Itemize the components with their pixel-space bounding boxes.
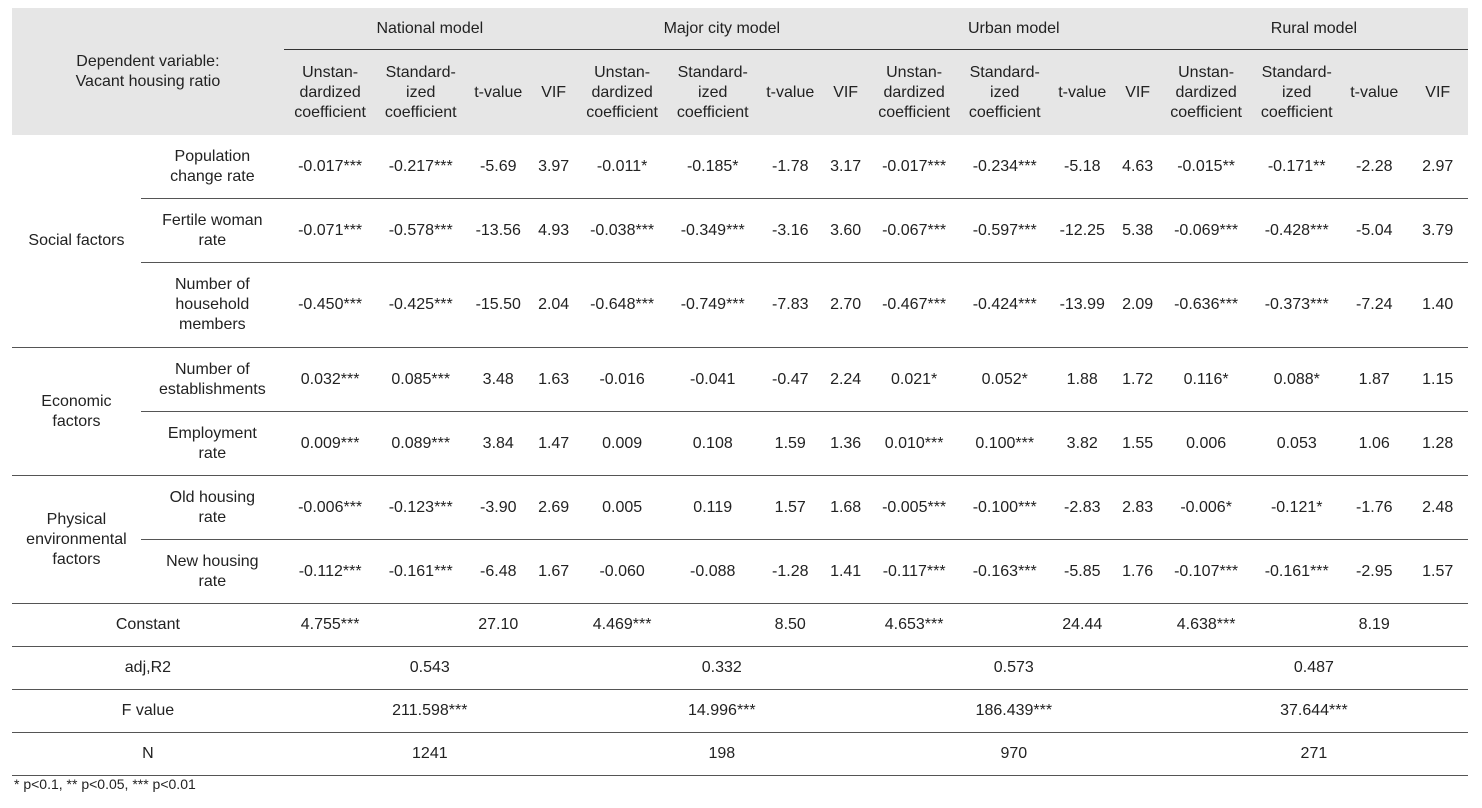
- vif-value: 2.70: [823, 263, 867, 348]
- unstandardized-coefficient: -0.107***: [1160, 540, 1253, 604]
- sub-header-vif: VIF: [1407, 50, 1468, 136]
- sub-header-t: t-value: [1341, 50, 1407, 136]
- standardized-coefficient: 0.119: [668, 476, 757, 540]
- t-value: -5.04: [1341, 199, 1407, 263]
- t-value: 1.06: [1341, 412, 1407, 476]
- f-value: 186.439***: [868, 690, 1160, 733]
- vif-value: 1.57: [1407, 540, 1468, 604]
- n-value: 198: [576, 733, 868, 776]
- t-value: -6.48: [465, 540, 531, 604]
- sub-header-unstd: Unstan- dardized coefficient: [576, 50, 669, 136]
- standardized-coefficient: -0.161***: [376, 540, 465, 604]
- variable-label: Old housing rate: [141, 476, 284, 540]
- unstandardized-coefficient: 0.021*: [868, 348, 961, 412]
- standardized-coefficient: 0.088*: [1252, 348, 1341, 412]
- variable-label: Number of household members: [141, 263, 284, 348]
- standardized-coefficient: -0.428***: [1252, 199, 1341, 263]
- standardized-coefficient: -0.578***: [376, 199, 465, 263]
- sub-header-vif: VIF: [531, 50, 575, 136]
- standardized-coefficient: 0.052*: [960, 348, 1049, 412]
- standardized-coefficient: -0.088: [668, 540, 757, 604]
- t-value: -3.90: [465, 476, 531, 540]
- sub-header-vif: VIF: [1115, 50, 1159, 136]
- vif-value: 1.15: [1407, 348, 1468, 412]
- vif-value: 2.69: [531, 476, 575, 540]
- model-header-national: National model: [284, 8, 576, 50]
- n-value: 271: [1160, 733, 1468, 776]
- vif-value: 1.76: [1115, 540, 1159, 604]
- vif-value: 2.48: [1407, 476, 1468, 540]
- vif-value: 3.17: [830, 157, 862, 175]
- unstandardized-coefficient: 0.010***: [868, 412, 961, 476]
- t-value: -13.99: [1049, 263, 1115, 348]
- t-value: -7.83: [757, 263, 823, 348]
- n-label: N: [12, 733, 284, 776]
- unstandardized-coefficient: -0.112***: [284, 540, 377, 604]
- vif-value: 1.40: [1407, 263, 1468, 348]
- sub-header-std: Standard- ized coefficient: [376, 50, 465, 136]
- t-value: -1.28: [757, 540, 823, 604]
- adj-r2-value: 0.332: [576, 647, 868, 690]
- sub-header-unstd: Unstan- dardized coefficient: [1160, 50, 1253, 136]
- table-row: [12, 476, 1468, 540]
- constant-value: 4.638***: [1160, 604, 1253, 647]
- vif-value: 5.38: [1115, 199, 1159, 263]
- standardized-coefficient: -0.163***: [960, 540, 1049, 604]
- vif-value: 4.63: [1122, 157, 1154, 175]
- t-value: -3.16: [757, 199, 823, 263]
- standardized-coefficient: 0.089***: [376, 412, 465, 476]
- unstandardized-coefficient: -0.011*: [596, 157, 648, 175]
- constant-t-value: 24.44: [1049, 604, 1115, 647]
- unstandardized-coefficient: -0.060: [576, 540, 669, 604]
- adj-r2-value: 0.487: [1160, 647, 1468, 690]
- n-row: [12, 733, 1468, 776]
- t-value: 3.48: [465, 348, 531, 412]
- vif-value: 2.83: [1115, 476, 1159, 540]
- variable-label: Number of establishments: [141, 348, 284, 412]
- standardized-coefficient: -0.171**: [1267, 157, 1326, 175]
- vif-value: 1.67: [531, 540, 575, 604]
- sub-header-std: Standard- ized coefficient: [668, 50, 757, 136]
- vif-value: 4.93: [531, 199, 575, 263]
- constant-label: Constant: [12, 604, 284, 647]
- vif-value: 1.72: [1115, 348, 1159, 412]
- f-value-row: [12, 690, 1468, 733]
- f-value-label: F value: [12, 690, 284, 733]
- constant-row: [12, 604, 1468, 647]
- variable-label: Fertile woman rate: [141, 199, 284, 263]
- vif-value: 1.47: [531, 412, 575, 476]
- vif-value: 1.41: [823, 540, 867, 604]
- unstandardized-coefficient: -0.071***: [284, 199, 377, 263]
- sub-header-unstd: Unstan- dardized coefficient: [284, 50, 377, 136]
- table-row: [12, 263, 1468, 348]
- standardized-coefficient: -0.217***: [388, 157, 453, 175]
- significance-note: * p<0.1, ** p<0.05, *** p<0.01: [14, 776, 196, 792]
- variable-label: Employment rate: [141, 412, 284, 476]
- table-row: [12, 199, 1468, 263]
- constant-t-value: 8.19: [1341, 604, 1407, 647]
- category-social: Social factors: [28, 232, 125, 249]
- standardized-coefficient: -0.424***: [960, 263, 1049, 348]
- t-value: -1.76: [1341, 476, 1407, 540]
- unstandardized-coefficient: -0.117***: [868, 540, 961, 604]
- category-physical: Physical environmental factors: [12, 476, 141, 604]
- vif-value: 1.28: [1407, 412, 1468, 476]
- unstandardized-coefficient: -0.015**: [1177, 157, 1236, 175]
- t-value: -2.95: [1341, 540, 1407, 604]
- vif-value: 2.97: [1422, 157, 1454, 175]
- unstandardized-coefficient: -0.017***: [882, 157, 947, 175]
- standardized-coefficient: -0.234***: [972, 157, 1037, 175]
- unstandardized-coefficient: -0.006***: [284, 476, 377, 540]
- unstandardized-coefficient: 0.032***: [284, 348, 377, 412]
- t-value: 1.59: [757, 412, 823, 476]
- table-body: [12, 135, 1468, 776]
- t-value: -13.56: [465, 199, 531, 263]
- constant-value: 4.755***: [284, 604, 377, 647]
- sub-header-t: t-value: [1049, 50, 1115, 136]
- sub-header-vif: VIF: [823, 50, 867, 136]
- standardized-coefficient: -0.041: [668, 348, 757, 412]
- sub-header-t: t-value: [465, 50, 531, 136]
- vif-value: 3.60: [823, 199, 867, 263]
- unstandardized-coefficient: -0.648***: [576, 263, 669, 348]
- table-row: [12, 412, 1468, 476]
- dependent-variable-label: Dependent variable: Vacant housing ratio: [12, 8, 284, 135]
- standardized-coefficient: 0.085***: [376, 348, 465, 412]
- unstandardized-coefficient: -0.038***: [576, 199, 669, 263]
- variable-label: New housing rate: [141, 540, 284, 604]
- table-header: [12, 8, 1468, 135]
- regression-table: [12, 8, 1468, 776]
- t-value: 1.57: [757, 476, 823, 540]
- table-row: [12, 540, 1468, 604]
- vif-value: 2.09: [1115, 263, 1159, 348]
- sub-header-std: Standard- ized coefficient: [1252, 50, 1341, 136]
- t-value: -0.47: [757, 348, 823, 412]
- f-value: 14.996***: [576, 690, 868, 733]
- model-header-urban: Urban model: [868, 8, 1160, 50]
- unstandardized-coefficient: -0.005***: [868, 476, 961, 540]
- standardized-coefficient: -0.425***: [376, 263, 465, 348]
- n-value: 1241: [284, 733, 576, 776]
- unstandardized-coefficient: 0.116*: [1160, 348, 1253, 412]
- sub-header-unstd: Unstan- dardized coefficient: [868, 50, 961, 136]
- t-value: -5.85: [1049, 540, 1115, 604]
- unstandardized-coefficient: 0.006: [1160, 412, 1253, 476]
- f-value: 37.644***: [1160, 690, 1468, 733]
- unstandardized-coefficient: -0.636***: [1160, 263, 1253, 348]
- standardized-coefficient: -0.123***: [376, 476, 465, 540]
- model-header-rural: Rural model: [1160, 8, 1468, 50]
- standardized-coefficient: -0.349***: [668, 199, 757, 263]
- constant-t-value: 27.10: [465, 604, 531, 647]
- standardized-coefficient: -0.185*: [686, 157, 739, 175]
- adj-r2-row: [12, 647, 1468, 690]
- constant-t-value: 8.50: [757, 604, 823, 647]
- unstandardized-coefficient: -0.067***: [868, 199, 961, 263]
- vif-value: 1.55: [1115, 412, 1159, 476]
- model-header-major-city: Major city model: [576, 8, 868, 50]
- table-row: [12, 135, 1468, 199]
- t-value: -5.69: [480, 157, 517, 175]
- vif-value: 2.04: [531, 263, 575, 348]
- variable-label: Population change rate: [170, 147, 255, 185]
- t-value: 3.84: [465, 412, 531, 476]
- unstandardized-coefficient: 0.009: [576, 412, 669, 476]
- standardized-coefficient: -0.749***: [668, 263, 757, 348]
- vif-value: 1.68: [823, 476, 867, 540]
- t-value: -12.25: [1049, 199, 1115, 263]
- t-value: -5.18: [1064, 157, 1101, 175]
- constant-value: 4.653***: [868, 604, 961, 647]
- t-value: 1.87: [1341, 348, 1407, 412]
- vif-value: 1.36: [823, 412, 867, 476]
- standardized-coefficient: -0.121*: [1252, 476, 1341, 540]
- standardized-coefficient: -0.597***: [960, 199, 1049, 263]
- unstandardized-coefficient: -0.017***: [298, 157, 363, 175]
- adj-r2-value: 0.573: [868, 647, 1160, 690]
- adj-r2-label: adj,R2: [12, 647, 284, 690]
- vif-value: 3.97: [538, 157, 570, 175]
- t-value: 1.88: [1049, 348, 1115, 412]
- sub-header-t: t-value: [757, 50, 823, 136]
- unstandardized-coefficient: -0.016: [576, 348, 669, 412]
- category-economic: Economic factors: [12, 348, 141, 476]
- standardized-coefficient: -0.373***: [1252, 263, 1341, 348]
- table-row: [12, 348, 1468, 412]
- t-value: -1.78: [772, 157, 809, 175]
- unstandardized-coefficient: -0.006*: [1160, 476, 1253, 540]
- sub-header-std: Standard- ized coefficient: [960, 50, 1049, 136]
- vif-value: 1.63: [531, 348, 575, 412]
- unstandardized-coefficient: 0.005: [576, 476, 669, 540]
- constant-value: 4.469***: [576, 604, 669, 647]
- standardized-coefficient: -0.100***: [960, 476, 1049, 540]
- adj-r2-value: 0.543: [284, 647, 576, 690]
- unstandardized-coefficient: 0.009***: [284, 412, 377, 476]
- t-value: -15.50: [465, 263, 531, 348]
- unstandardized-coefficient: -0.069***: [1160, 199, 1253, 263]
- standardized-coefficient: -0.161***: [1252, 540, 1341, 604]
- standardized-coefficient: 0.100***: [960, 412, 1049, 476]
- t-value: -2.83: [1049, 476, 1115, 540]
- f-value: 211.598***: [284, 690, 576, 733]
- unstandardized-coefficient: -0.467***: [868, 263, 961, 348]
- standardized-coefficient: 0.053: [1252, 412, 1341, 476]
- t-value: -2.28: [1356, 157, 1393, 175]
- unstandardized-coefficient: -0.450***: [284, 263, 377, 348]
- n-value: 970: [868, 733, 1160, 776]
- vif-value: 3.79: [1407, 199, 1468, 263]
- t-value: 3.82: [1049, 412, 1115, 476]
- vif-value: 2.24: [823, 348, 867, 412]
- standardized-coefficient: 0.108: [668, 412, 757, 476]
- t-value: -7.24: [1341, 263, 1407, 348]
